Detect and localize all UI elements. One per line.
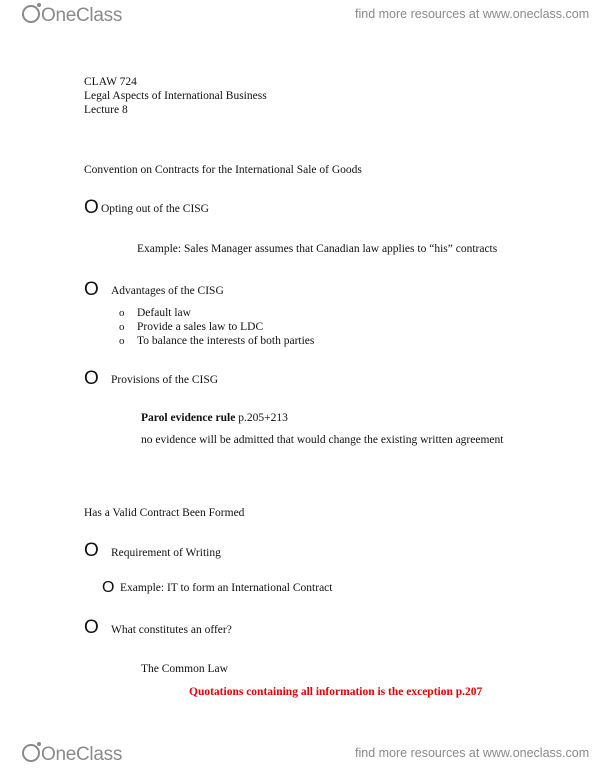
outline-bullet-icon: O [84, 540, 99, 561]
small-bullet-icon: o [119, 335, 125, 347]
parol-page-ref: p.205+213 [235, 412, 288, 424]
outline-bullet-icon: O [102, 579, 115, 596]
heading-provisions: Provisions of the CISG [111, 374, 219, 386]
opting-example: Example: Sales Manager assumes that Canadian law applies to “his” contracts [137, 243, 498, 255]
logo-mark-icon [22, 5, 40, 23]
quotations-exception: Quotations containing all information is the exception p.207 [189, 686, 483, 698]
heading-opting-out: Opting out of the CISG [101, 203, 209, 215]
parol-term: Parol evidence rule [141, 412, 236, 424]
heading-offer: What constitutes an offer? [111, 624, 232, 636]
section-title-cisg: Convention on Contracts for the International Sale of Goods [84, 164, 362, 176]
parol-evidence-rule [141, 412, 288, 424]
outline-bullet-icon: O [84, 368, 99, 389]
logo-text: OneClass [41, 5, 123, 26]
writing-example: Example: IT to form an International Contract [120, 582, 333, 594]
course-code: CLAW 724 [84, 76, 137, 88]
footer-tagline[interactable]: find more resources at www.oneclass.com [355, 746, 590, 760]
outline-bullet-icon: O [84, 279, 99, 300]
advantage-item: Default law [137, 307, 191, 319]
advantage-item: To balance the interests of both parties [137, 335, 315, 347]
heading-writing: Requirement of Writing [111, 547, 221, 559]
heading-advantages: Advantages of the CISG [111, 285, 224, 297]
oneclass-logo [22, 3, 122, 27]
advantage-item: Provide a sales law to LDC [137, 321, 264, 333]
small-bullet-icon: o [119, 307, 125, 319]
small-bullet-icon: o [119, 321, 125, 333]
header-tagline[interactable]: find more resources at www.oneclass.com [355, 7, 590, 21]
common-law: The Common Law [141, 663, 228, 675]
oneclass-footer-logo [22, 742, 122, 766]
logo-text: OneClass [41, 744, 123, 765]
lecture-number: Lecture 8 [84, 104, 128, 116]
parol-description: no evidence will be admitted that would change the existing written agreement [141, 434, 504, 446]
outline-bullet-icon: O [84, 197, 99, 218]
course-title: Legal Aspects of International Business [84, 90, 267, 102]
logo-mark-icon [22, 744, 40, 762]
outline-bullet-icon: O [84, 617, 99, 638]
section-title-valid-contract: Has a Valid Contract Been Formed [84, 507, 245, 519]
